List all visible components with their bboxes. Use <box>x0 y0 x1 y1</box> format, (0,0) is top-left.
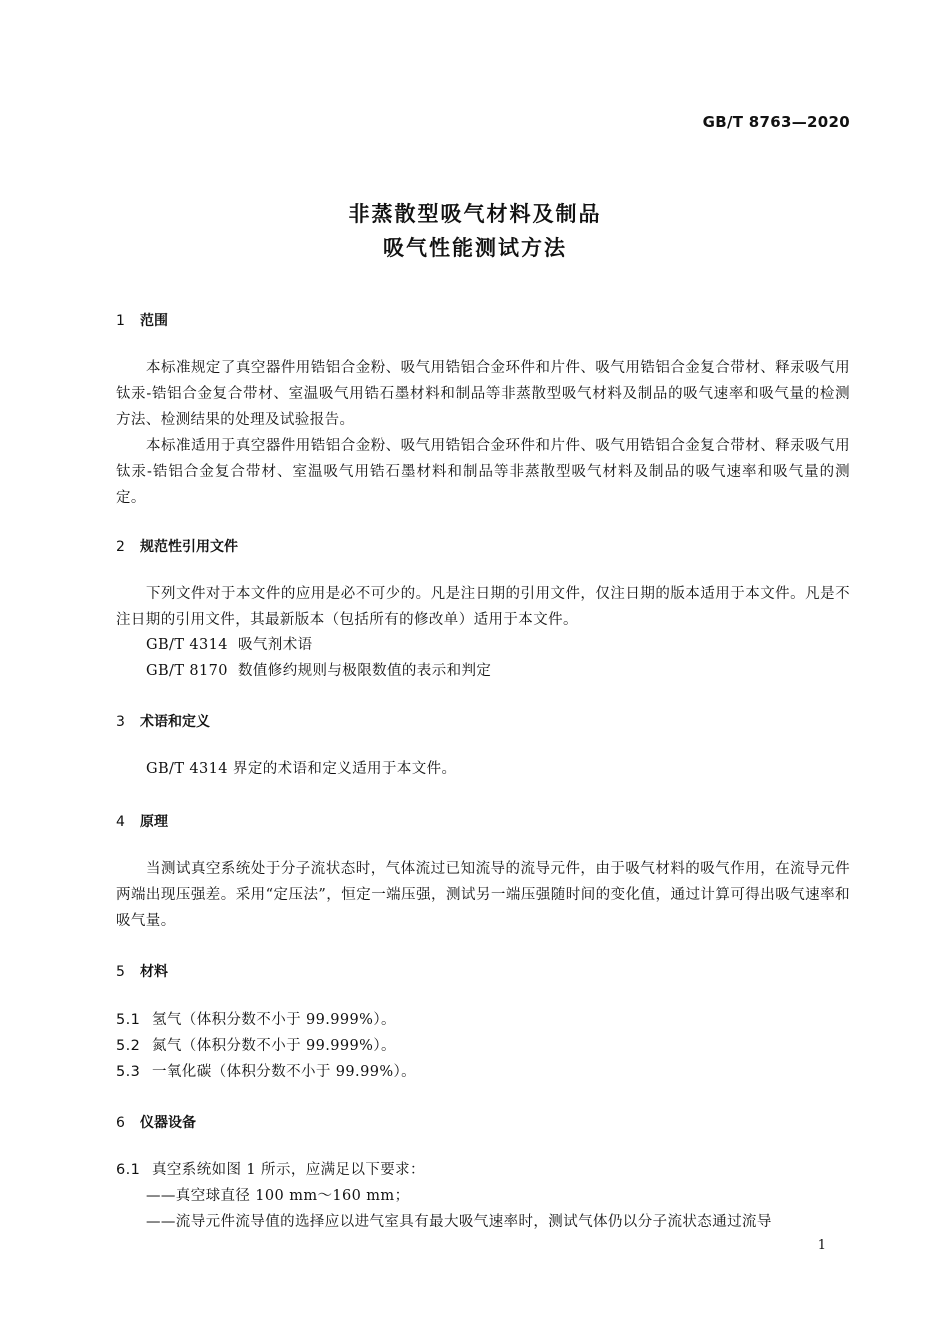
section-4-paragraph-1: 当测试真空系统处于分子流状态时，气体流过已知流导的流导元件，由于吸气材料的吸气作用，在流导元件两端出现压强差。采用“定压法”，恒定一端压强，测试另一端压强随时间的变化值，通过计算可得出吸气速率和吸气量。 <box>116 861 850 929</box>
section-1-heading <box>116 310 168 330</box>
item-number: 6.1 <box>116 1162 141 1178</box>
section-1-paragraph-1: 本标准规定了真空器件用锆铝合金粉、吸气用锆铝合金环件和片件、吸气用锆铝合金复合带材、释汞吸气用钛汞-锆铝合金复合带材、室温吸气用锆石墨材料和制品等非蒸散型吸气材料及制品的吸气速率和吸气量的检测方法、检测结果的处理及试验报告。 <box>116 360 850 428</box>
section-number: 4 <box>116 814 125 830</box>
reference-code: GB/T 4314 <box>146 637 228 653</box>
reference-name: 数值修约规则与极限数值的表示和判定 <box>238 663 492 679</box>
section-1-paragraph-2: 本标准适用于真空器件用锆铝合金粉、吸气用锆铝合金环件和片件、吸气用锆铝合金复合带材、释汞吸气用钛汞-锆铝合金复合带材、室温吸气用锆石墨材料和制品等非蒸散型吸气材料及制品的吸气速率和吸气量的测定。 <box>116 438 850 506</box>
page-number: 1 <box>817 1238 826 1253</box>
section-title: 材料 <box>140 964 168 980</box>
item-text: 一氧化碳（体积分数不小于 99.99%）。 <box>152 1064 417 1080</box>
reference-name: 吸气剂术语 <box>238 637 313 653</box>
section-3-heading <box>116 711 210 731</box>
section-number: 1 <box>116 313 125 329</box>
item-number: 5.2 <box>116 1038 141 1054</box>
material-item <box>116 1034 396 1055</box>
reference-item <box>146 659 491 680</box>
item-text: 氮气（体积分数不小于 99.999%）。 <box>152 1038 396 1054</box>
section-2-paragraph-1: 下列文件对于本文件的应用是必不可少的。凡是注日期的引用文件，仅注日期的版本适用于本文件。凡是不注日期的引用文件，其最新版本（包括所有的修改单）适用于本文件。 <box>116 586 850 628</box>
item-text: 氢气（体积分数不小于 99.999%）。 <box>152 1012 396 1028</box>
section-2-heading <box>116 536 238 556</box>
section-title: 仪器设备 <box>140 1115 196 1131</box>
document-title-line-1: 非蒸散型吸气材料及制品 <box>348 202 602 226</box>
material-item <box>116 1008 396 1029</box>
material-item <box>116 1060 416 1081</box>
section-title: 规范性引用文件 <box>140 539 238 555</box>
section-title: 范围 <box>140 313 168 329</box>
document-title-line-2: 吸气性能测试方法 <box>383 236 567 260</box>
section-5-heading <box>116 961 168 981</box>
section-6-heading <box>116 1112 196 1132</box>
section-number: 3 <box>116 714 125 730</box>
item-text: 真空系统如图 1 所示，应满足以下要求： <box>152 1162 425 1178</box>
reference-code: GB/T 8170 <box>146 663 228 679</box>
section-3-paragraph-1: GB/T 4314 界定的术语和定义适用于本文件。 <box>146 761 457 777</box>
section-title: 原理 <box>140 814 168 830</box>
section-title: 术语和定义 <box>140 714 210 730</box>
section-4-heading <box>116 811 168 831</box>
section-number: 2 <box>116 539 125 555</box>
equipment-item <box>116 1158 425 1179</box>
section-number: 6 <box>116 1115 125 1131</box>
reference-item <box>146 633 313 654</box>
item-number: 5.3 <box>116 1064 141 1080</box>
requirement-dash-item: ——真空球直径 100 mm～160 mm； <box>146 1188 410 1204</box>
item-number: 5.1 <box>116 1012 141 1028</box>
requirement-dash-item: ——流导元件流导值的选择应以进气室具有最大吸气速率时，测试气体仍以分子流状态通过流导 <box>146 1214 772 1230</box>
standard-number: GB/T 8763—2020 <box>702 113 850 131</box>
section-number: 5 <box>116 964 125 980</box>
